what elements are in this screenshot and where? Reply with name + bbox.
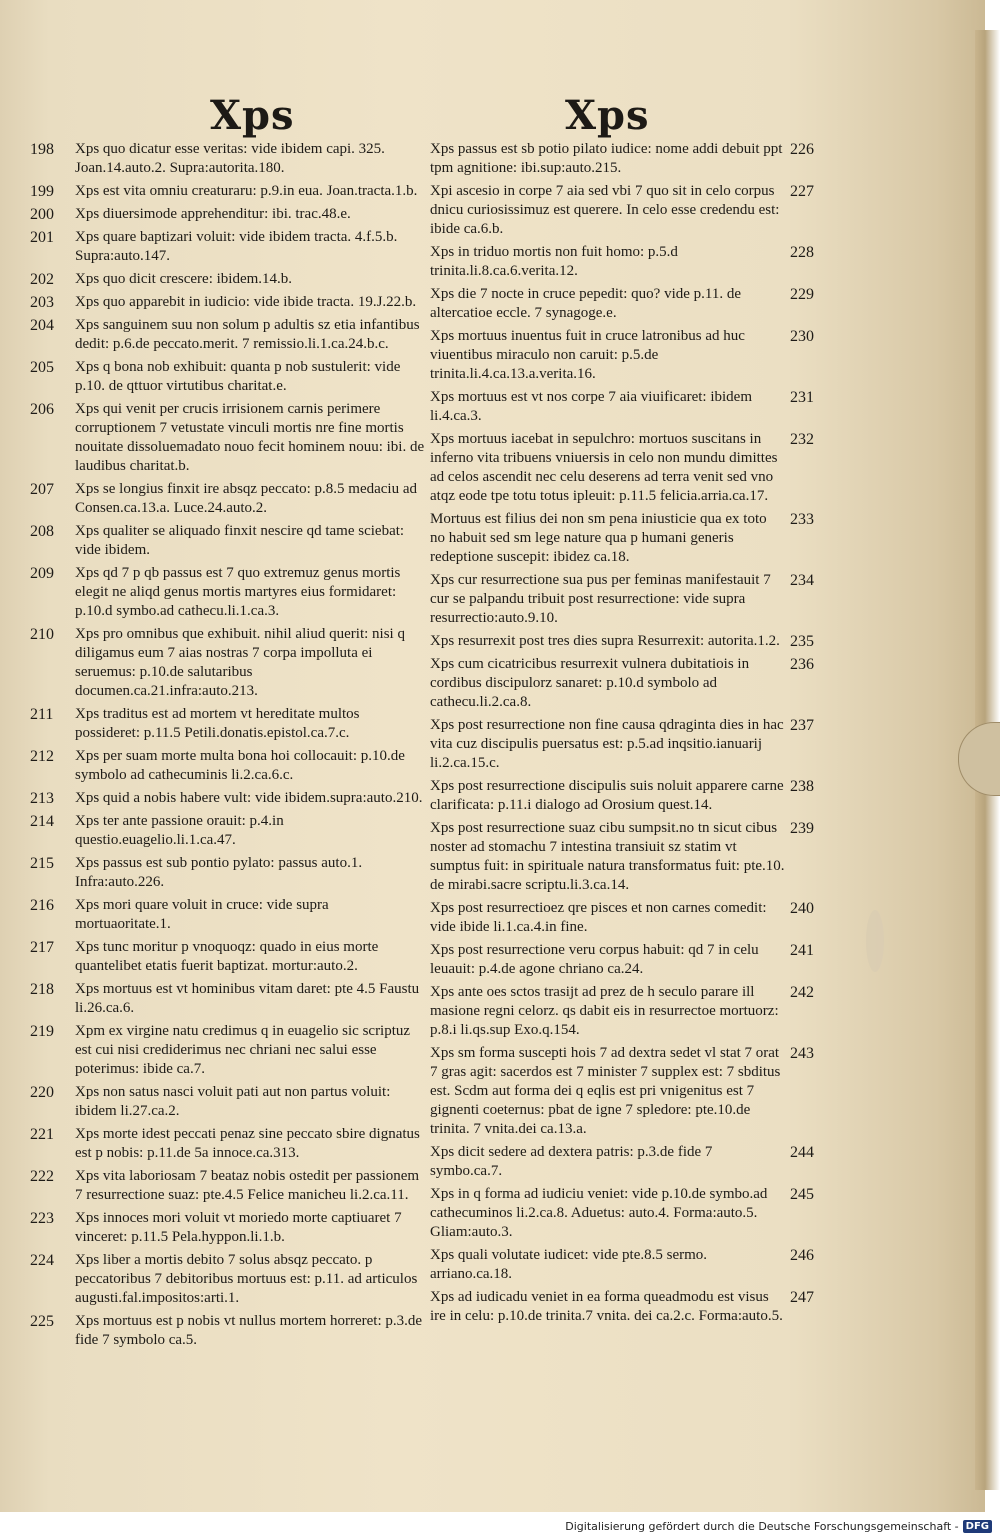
- index-entry: [430, 632, 814, 651]
- entry-number: 219: [30, 1023, 54, 1040]
- entry-number: 224: [30, 1252, 54, 1269]
- footer: [565, 1520, 992, 1533]
- index-entry: [430, 140, 814, 178]
- entry-number: 230: [790, 328, 814, 345]
- index-entry: [30, 205, 425, 224]
- entry-text: Xps quo apparebit in iudicio: vide ibide tracta. 19.J.22.b.: [75, 294, 417, 310]
- paper-stain: [866, 910, 884, 972]
- entry-text: Xps q bona nob exhibuit: quanta p nob sustulerit: vide p.10. de qttuor virtutibus charitat.e.: [75, 359, 401, 394]
- entry-number: 198: [30, 141, 54, 158]
- entry-number: 232: [790, 431, 814, 448]
- entry-text: Xps mortuus est p nobis vt nullus mortem horreret: p.3.de fide 7 symbolo ca.5.: [75, 1313, 423, 1348]
- index-entry: [430, 777, 814, 815]
- dfg-logo: DFG: [963, 1520, 992, 1533]
- entry-text: Xps pro omnibus que exhibuit. nihil aliud querit: nisi q diligamus eum 7 aias nostras 7 corpa impolluta ei seruemus: p.10.de salutaribus documen.ca.21.infra:auto.213.: [75, 626, 405, 699]
- index-entry: [430, 819, 814, 895]
- index-entry: [30, 980, 425, 1018]
- entry-text: Xps quali volutate iudicet: vide pte.8.5 sermo. arriano.ca.18.: [430, 1247, 708, 1282]
- index-entry: [30, 1083, 425, 1121]
- index-entry: [30, 522, 425, 560]
- index-entry: [430, 1044, 814, 1139]
- index-entry: [30, 228, 425, 266]
- index-entry: [430, 941, 814, 979]
- entry-number: 215: [30, 855, 54, 872]
- index-entry: [30, 564, 425, 621]
- entry-number: 243: [790, 1045, 814, 1062]
- entry-number: 214: [30, 813, 54, 830]
- entry-text: Xps non satus nasci voluit pati aut non partus voluit: ibidem li.27.ca.2.: [75, 1084, 391, 1119]
- entry-number: 200: [30, 206, 54, 223]
- entry-text: Xps passus est sb potio pilato iudice: nome addi debuit ppt tpm agnitione: ibi.sup:auto.215.: [430, 141, 783, 176]
- index-entry: [430, 388, 814, 426]
- index-entry: [30, 1125, 425, 1163]
- entry-text: Xps se longius finxit ire absqz peccato: p.8.5 medaciu ad Consen.ca.13.a. Luce.24.auto.2.: [75, 481, 417, 516]
- index-entry: [430, 285, 814, 323]
- entry-number: 244: [790, 1144, 814, 1161]
- entry-text: Xps cur resurrectione sua pus per feminas manifestauit 7 cur se palpandu tribuit post resurrectione: vide supra resurrectio:auto.9.10.: [430, 572, 771, 626]
- entry-number: 239: [790, 820, 814, 837]
- entry-number: 201: [30, 229, 54, 246]
- entry-text: Xps post resurrectioez qre pisces et non carnes comedit: vide ibide li.1.ca.4.in fine.: [430, 900, 767, 935]
- index-entry: [30, 1209, 425, 1247]
- entry-text: Xps quare baptizari voluit: vide ibidem tracta. 4.f.5.b. Supra:auto.147.: [75, 229, 398, 264]
- entry-text: Xps mortuus iacebat in sepulchro: mortuos suscitans in inferno vita tribuens vniuersis in celo non mundu dimittes ad celos ascendit nec celu deserens ad terra venit sed vno atqz eode tpe totu totus ipleuit: p.11.5 felicia.arria.ca.17.: [430, 431, 778, 504]
- index-entry: [30, 747, 425, 785]
- entry-number: 223: [30, 1210, 54, 1227]
- index-entry: [30, 270, 425, 289]
- entry-text: Xps traditus est ad mortem vt hereditate multos possideret: p.11.5 Petili.donatis.epistol.ca.7.c.: [75, 706, 360, 741]
- entry-number: 206: [30, 401, 54, 418]
- entry-number: 238: [790, 778, 814, 795]
- index-entry: [430, 983, 814, 1040]
- entry-text: Xps post resurrectione suaz cibu sumpsit.no tn sicut cibus noster ad stomachu 7 intestina transiuit sz statim vt sumptus fuit: in spirituale natura transformatus fuit: pte.10. de mirabi.sacre scriptu.li.3.ca.14.: [430, 820, 785, 893]
- entry-number: 234: [790, 572, 814, 589]
- index-entry: [30, 293, 425, 312]
- entry-number: 226: [790, 141, 814, 158]
- index-entry: [430, 1185, 814, 1242]
- entry-text: Xps cum cicatricibus resurrexit vulnera dubitatiois in cordibus discipulorz sanaret: p.10.d symbolo ad cathecu.li.2.ca.8.: [430, 656, 750, 710]
- entry-text: Xps mortuus inuentus fuit in cruce latronibus ad huc viuentibus miraculo non caruit: p.5.de trinita.li.4.ca.13.a.verita.16.: [430, 328, 745, 382]
- index-entry: [30, 1022, 425, 1079]
- index-entry: [430, 1143, 814, 1181]
- entry-number: 228: [790, 244, 814, 261]
- entry-number: 247: [790, 1289, 814, 1306]
- entry-number: 211: [30, 706, 54, 723]
- entry-text: Xps sanguinem suu non solum p adultis sz etia infantibus dedit: p.6.de peccato.merit. 7 remissio.li.1.ca.24.b.c.: [75, 317, 420, 352]
- entry-text: Xps liber a mortis debito 7 solus absqz peccato. p peccatoribus 7 debitoribus mortuus est: p.11. ad articulos augusti.fal.impositos:arti.1.: [75, 1252, 418, 1306]
- entry-text: Xps quo dicatur esse veritas: vide ibidem capi. 325. Joan.14.auto.2. Supra:autorita.180.: [75, 141, 385, 176]
- index-entry: [30, 1312, 425, 1350]
- entry-number: 205: [30, 359, 54, 376]
- index-entry: [430, 899, 814, 937]
- index-entry: [30, 789, 425, 808]
- entry-number: 210: [30, 626, 54, 643]
- index-entry: [430, 510, 814, 567]
- index-entry: [430, 430, 814, 506]
- index-entry: [30, 182, 425, 201]
- index-entry: [30, 400, 425, 476]
- entry-text: Xps post resurrectione non fine causa qdraginta dies in hac vita cuz discipulis puersatus est: p.5.ad inqsitio.ianuarij li.2.ca.15.c.: [430, 717, 784, 771]
- index-entry: [30, 1167, 425, 1205]
- entry-number: 236: [790, 656, 814, 673]
- left-column: [30, 140, 425, 1354]
- index-entry: [430, 655, 814, 712]
- entry-number: 242: [790, 984, 814, 1001]
- entry-text: Xps die 7 nocte in cruce pepedit: quo? vide p.11. de altercatioe eccle. 7 synagoge.e.: [430, 286, 742, 321]
- index-entry: [30, 705, 425, 743]
- index-entry: [30, 358, 425, 396]
- entry-number: 207: [30, 481, 54, 498]
- entry-text: Xps passus est sub pontio pylato: passus auto.1. Infra:auto.226.: [75, 855, 363, 890]
- entry-text: Xps mortuus est vt hominibus vitam daret: pte 4.5 Faustu li.26.ca.6.: [75, 981, 420, 1016]
- entry-text: Xps in triduo mortis non fuit homo: p.5.d trinita.li.8.ca.6.verita.12.: [430, 244, 678, 279]
- index-entry: [430, 182, 814, 239]
- entry-text: Xps vita laboriosam 7 beataz nobis ostedit per passionem 7 resurrectione suaz: pte.4.5 Felice manicheu li.2.ca.11.: [75, 1168, 420, 1203]
- entry-text: Xps diuersimode apprehenditur: ibi. trac.48.e.: [75, 206, 351, 222]
- entry-number: 241: [790, 942, 814, 959]
- entry-text: Xps post resurrectione discipulis suis noluit apparere carne clarificata: p.11.i dialogo ad Orosium quest.14.: [430, 778, 784, 813]
- entry-number: 227: [790, 183, 814, 200]
- entry-text: Xps mori quare voluit in cruce: vide supra mortuaoritate.1.: [75, 897, 329, 932]
- entry-number: 213: [30, 790, 54, 807]
- entry-text: Xps quo dicit crescere: ibidem.14.b.: [75, 271, 293, 287]
- index-entry: [30, 854, 425, 892]
- index-entry: [30, 896, 425, 934]
- entry-number: 240: [790, 900, 814, 917]
- index-entry: [30, 625, 425, 701]
- index-entry: [30, 1251, 425, 1308]
- entry-number: 204: [30, 317, 54, 334]
- entry-text: Xpi ascesio in corpe 7 aia sed vbi 7 quo sit in celo corpus dnicu curiosissimuz est querere. In celo esse credendu est: ibide ca.6.b.: [430, 183, 780, 237]
- running-head-left: Xps: [210, 92, 295, 139]
- entry-text: Mortuus est filius dei non sm pena iniusticie qua ex toto no habuit sed sm lege nature qua p humani generis redeptione suscepit: ibidez ca.18.: [430, 511, 767, 565]
- entry-text: Xps mortuus est vt nos corpe 7 aia viuificaret: ibidem li.4.ca.3.: [430, 389, 753, 424]
- entry-text: Xps innoces mori voluit vt moriedo morte captiuaret 7 vinceret: p.11.5 Pela.hyppon.li.1.b.: [75, 1210, 402, 1245]
- entry-number: 202: [30, 271, 54, 288]
- entry-text: Xps quid a nobis habere vult: vide ibidem.supra:auto.210.: [75, 790, 423, 806]
- entry-text: Xps ad iudicadu veniet in ea forma queadmodu est visus ire in celu: p.10.de trinita.7 vnita. dei ca.2.c. Forma:auto.5.: [430, 1289, 783, 1324]
- entry-number: 237: [790, 717, 814, 734]
- entry-number: 212: [30, 748, 54, 765]
- index-entry: [430, 1246, 814, 1284]
- entry-number: 217: [30, 939, 54, 956]
- entry-number: 203: [30, 294, 54, 311]
- index-entry: [430, 571, 814, 628]
- entry-text: Xps morte idest peccati penaz sine peccato sbire dignatus est p nobis: p.11.de 5a innoce.ca.313.: [75, 1126, 420, 1161]
- entry-text: Xps post resurrectione veru corpus habuit: qd 7 in celu leuauit: p.4.de agone chriano ca.24.: [430, 942, 759, 977]
- entry-text: Xps qui venit per crucis irrisionem carnis perimere corruptionem 7 vetustate vinculi mortis nre fine mortis nouitate dissoluemadato nouo fecit hominem nouu: ibi. de laudibus charitat.b.: [75, 401, 425, 474]
- entry-number: 216: [30, 897, 54, 914]
- index-entry: [30, 812, 425, 850]
- entry-text: Xpm ex virgine natu credimus q in euagelio sic scriptuz est cui nisi crediderimus nec chriani nec salui esse poterimus: ibide ca.7.: [75, 1023, 411, 1077]
- entry-text: Xps ter ante passione orauit: p.4.in questio.euagelio.li.1.ca.47.: [75, 813, 284, 848]
- entry-text: Xps dicit sedere ad dextera patris: p.3.de fide 7 symbo.ca.7.: [430, 1144, 713, 1179]
- index-entry: [430, 716, 814, 773]
- entry-number: 233: [790, 511, 814, 528]
- footer-text: Digitalisierung gefördert durch die Deutsche Forschungsgemeinschaft -: [565, 1520, 959, 1533]
- entry-text: Xps sm forma suscepti hois 7 ad dextra sedet vl stat 7 orat 7 gras agit: sacerdos est 7 minister 7 supplex est: 7 sbditus est. Scdm aut forma dei q eqlis est pri vnigenitus est 7 gignenti coeternus: pbat de igne 7 spledore: pte.10.de trinita. 7 vnita.dei ca.13.a.: [430, 1045, 781, 1137]
- entry-number: 235: [790, 633, 814, 650]
- entry-number: 231: [790, 389, 814, 406]
- entry-text: Xps qualiter se aliquado finxit nescire qd tame sciebat: vide ibidem.: [75, 523, 405, 558]
- entry-text: Xps per suam morte multa bona hoi collocauit: p.10.de symbolo ad cathecuminis li.2.ca.6.c.: [75, 748, 405, 783]
- entry-text: Xps est vita omniu creaturaru: p.9.in eua. Joan.tracta.1.b.: [75, 183, 418, 199]
- entry-number: 229: [790, 286, 814, 303]
- entry-number: 221: [30, 1126, 54, 1143]
- entry-number: 209: [30, 565, 54, 582]
- index-entry: [30, 140, 425, 178]
- entry-number: 222: [30, 1168, 54, 1185]
- entry-text: Xps in q forma ad iudiciu veniet: vide p.10.de symbo.ad cathecuminos li.2.ca.8. Aduetus: auto.4. Forma:auto.5. Gliam:auto.3.: [430, 1186, 768, 1240]
- entry-text: Xps ante oes sctos trasijt ad prez de h seculo parare ill masione regni celorz. qs dabit eis in resurrectoe mortuorz: p.8.i li.qs.sup Exo.q.154.: [430, 984, 779, 1038]
- entry-number: 225: [30, 1313, 54, 1330]
- entry-number: 208: [30, 523, 54, 540]
- entry-number: 245: [790, 1186, 814, 1203]
- index-entry: [430, 327, 814, 384]
- right-column: [430, 140, 830, 1330]
- running-head-right: Xps: [565, 92, 650, 139]
- index-entry: [430, 1288, 814, 1326]
- entry-number: 199: [30, 183, 54, 200]
- entry-number: 218: [30, 981, 54, 998]
- index-entry: [430, 243, 814, 281]
- index-entry: [30, 480, 425, 518]
- entry-number: 246: [790, 1247, 814, 1264]
- entry-number: 220: [30, 1084, 54, 1101]
- entry-text: Xps tunc moritur p vnoquoqz: quado in eius morte quantelibet etatis fuerit baptizat. mortur:auto.2.: [75, 939, 379, 974]
- entry-text: Xps qd 7 p qb passus est 7 quo extremuz genus mortis elegit ne aliqd genus mortis martyres eius formidaret: p.10.d symbo.ad cathecu.li.1.ca.3.: [75, 565, 401, 619]
- index-entry: [30, 316, 425, 354]
- entry-text: Xps resurrexit post tres dies supra Resurrexit: autorita.1.2.: [430, 633, 780, 649]
- index-entry: [30, 938, 425, 976]
